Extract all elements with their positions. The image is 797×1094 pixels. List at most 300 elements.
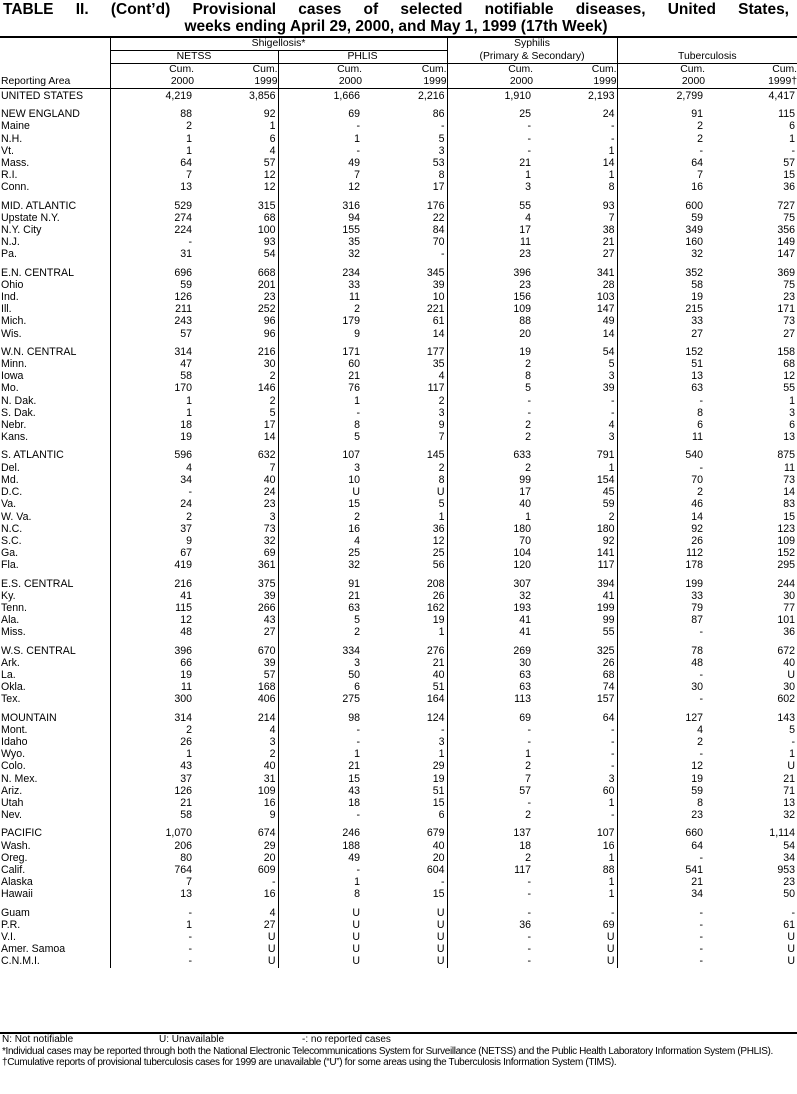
case-count-cell: 21	[110, 797, 194, 809]
case-count-cell: 180	[596, 522, 615, 535]
case-count-cell: 1,910	[447, 89, 533, 103]
case-count-cell: 49	[278, 157, 362, 169]
case-count-cell: 1	[789, 394, 796, 407]
case-count-cell: 215	[617, 303, 705, 315]
case-count-cell: 18	[110, 419, 194, 431]
table-row	[0, 693, 797, 705]
case-count-cell: 160	[617, 236, 705, 248]
case-count-cell: 123	[777, 522, 796, 535]
table-body	[0, 89, 797, 968]
case-count-cell: -	[110, 943, 194, 955]
table-row	[0, 291, 797, 303]
case-count-cell: 34	[617, 888, 705, 900]
reporting-area-cell: N.H.	[1, 132, 23, 145]
table-row	[0, 852, 797, 864]
case-count-cell: 314	[110, 346, 194, 358]
case-count-cell: -	[611, 735, 615, 748]
reporting-area-cell: Ohio	[1, 278, 24, 291]
case-count-cell: 2	[447, 431, 533, 443]
table-row	[0, 736, 797, 748]
case-count-cell: 596	[110, 449, 194, 461]
case-count-cell: 3	[789, 406, 796, 419]
netss-header: NETSS	[110, 51, 278, 64]
case-count-cell: 8	[617, 407, 705, 419]
case-count-cell: 1	[608, 169, 615, 182]
case-count-cell: 78	[617, 645, 705, 657]
case-count-cell: 679	[426, 827, 445, 840]
case-count-cell: 35	[432, 358, 445, 371]
case-count-cell: 21	[278, 590, 362, 602]
reporting-area-cell: S. Dak.	[1, 406, 36, 419]
reporting-area-cell: W.N. CENTRAL	[1, 345, 77, 358]
case-count-cell: 171	[278, 346, 362, 358]
case-count-cell: 199	[617, 578, 705, 590]
case-count-cell: U	[787, 760, 796, 773]
reporting-area-cell: Del.	[1, 461, 20, 474]
case-count-cell: 2	[110, 511, 194, 523]
case-count-cell: 27	[263, 918, 276, 931]
case-count-cell: 9	[269, 809, 276, 822]
case-count-cell: 34	[783, 851, 796, 864]
case-count-cell: 16	[617, 181, 705, 193]
case-count-cell: 30	[783, 681, 796, 694]
reporting-area-cell: Mich.	[1, 315, 27, 328]
col-year: 2000	[617, 76, 705, 89]
case-count-cell: 2	[617, 486, 705, 498]
case-count-cell: U	[436, 931, 445, 943]
case-count-cell: 12	[263, 169, 276, 182]
case-count-cell: 1	[278, 395, 362, 407]
case-count-cell: 11	[784, 461, 796, 474]
case-count-cell: 20	[432, 851, 445, 864]
case-count-cell: 19	[447, 346, 533, 358]
case-count-cell: 26	[432, 589, 445, 602]
table-row	[0, 907, 797, 919]
case-count-cell: 244	[777, 577, 796, 590]
case-count-cell: 3	[269, 735, 276, 748]
case-count-cell: 30	[447, 657, 533, 669]
case-count-cell: 56	[432, 559, 445, 572]
case-count-cell: 1	[447, 511, 533, 523]
case-count-cell: 334	[278, 645, 362, 657]
case-count-cell: 314	[110, 712, 194, 724]
case-count-cell: 11	[110, 681, 194, 693]
reporting-area-cell: Ky.	[1, 589, 16, 602]
table-row	[0, 840, 797, 852]
case-count-cell: -	[447, 888, 533, 900]
case-count-cell: 7	[110, 876, 194, 888]
case-count-cell: 41	[602, 589, 615, 602]
case-count-cell: 2	[447, 419, 533, 431]
case-count-cell: 11	[278, 291, 362, 303]
case-count-cell: 40	[263, 760, 276, 773]
case-count-cell: 25	[432, 547, 445, 560]
reporting-area-cell: V.I.	[1, 931, 16, 943]
case-count-cell: U	[436, 943, 445, 956]
case-count-cell: 27	[617, 328, 705, 340]
case-count-cell: 31	[263, 772, 276, 785]
legend-no-cases: -: no reported cases	[302, 1034, 391, 1045]
case-count-cell: 600	[617, 200, 705, 212]
reporting-area-cell: Wis.	[1, 327, 22, 340]
case-count-cell: 33	[617, 590, 705, 602]
case-count-cell: 3	[438, 406, 445, 419]
case-count-cell: 17	[447, 486, 533, 498]
case-count-cell: 221	[426, 303, 445, 316]
case-count-cell: 14	[602, 327, 615, 340]
case-count-cell: 120	[447, 559, 533, 571]
case-count-cell: 32	[617, 248, 705, 260]
case-count-cell: 275	[278, 693, 362, 705]
table-row	[0, 681, 797, 693]
case-count-cell: 147	[777, 248, 796, 261]
case-count-cell: 4	[278, 535, 362, 547]
case-count-cell: 4	[269, 723, 276, 736]
table-row	[0, 133, 797, 145]
case-count-cell: 68	[263, 211, 276, 224]
col-cum: Cum.	[617, 64, 705, 77]
case-count-cell: 21	[783, 772, 796, 785]
case-count-cell: 17	[432, 181, 445, 194]
case-count-cell: -	[611, 120, 615, 133]
case-count-cell: 164	[426, 693, 445, 706]
case-count-cell: 30	[617, 681, 705, 693]
case-count-cell: -	[617, 943, 705, 955]
case-count-cell: 17	[447, 224, 533, 236]
reporting-area-cell: W.S. CENTRAL	[1, 644, 76, 657]
case-count-cell: 38	[602, 224, 615, 237]
case-count-cell: 1	[278, 748, 362, 760]
case-count-cell: 98	[278, 712, 362, 724]
case-count-cell: 59	[602, 498, 615, 511]
case-count-cell: -	[441, 876, 445, 889]
col-year: 1999	[194, 76, 278, 89]
case-count-cell: 23	[263, 291, 276, 304]
table-row	[0, 797, 797, 809]
reporting-area-cell: Wyo.	[1, 748, 26, 761]
reporting-area-cell: Kans.	[1, 431, 29, 444]
case-count-cell: -	[617, 852, 705, 864]
reporting-area-cell: Maine	[1, 120, 30, 133]
case-count-cell: 1	[110, 919, 194, 931]
case-count-cell: 13	[783, 796, 796, 809]
legend-row	[0, 1034, 797, 1046]
case-count-cell: -	[278, 724, 362, 736]
reporting-area-cell: Okla.	[1, 681, 26, 694]
case-count-cell: 84	[432, 224, 445, 237]
case-count-cell: -	[278, 736, 362, 748]
reporting-area-cell: Guam	[1, 906, 30, 919]
case-count-cell: 63	[617, 382, 705, 394]
col-year: 1999	[533, 76, 617, 89]
table-row	[0, 724, 797, 736]
region-row	[0, 89, 797, 103]
table-row	[0, 626, 797, 638]
case-count-cell: 2,799	[617, 89, 705, 103]
reporting-area-cell: Ala.	[1, 614, 20, 627]
case-count-cell: 178	[617, 559, 705, 571]
case-count-cell: -	[447, 120, 533, 132]
case-count-cell: 3,856	[248, 90, 276, 102]
case-count-cell: 6	[269, 132, 276, 145]
table-title	[3, 1, 789, 35]
case-count-cell: 60	[278, 358, 362, 370]
case-count-cell: 201	[257, 278, 276, 291]
case-count-cell: 57	[263, 668, 276, 681]
case-count-cell: 252	[257, 303, 276, 316]
case-count-cell: 1	[608, 461, 615, 474]
case-count-cell: 92	[617, 523, 705, 535]
case-count-cell: 13	[110, 888, 194, 900]
case-count-cell: 40	[447, 498, 533, 510]
reporting-area-cell: Oreg.	[1, 851, 28, 864]
case-count-cell: 16	[263, 796, 276, 809]
case-count-cell: 91	[617, 108, 705, 120]
col-year: 1999	[362, 76, 447, 89]
case-count-cell: 602	[777, 693, 796, 706]
case-count-cell: 224	[110, 224, 194, 236]
table-row	[0, 876, 797, 888]
table-row	[0, 419, 797, 431]
case-count-cell: 3	[438, 735, 445, 748]
case-count-cell: 4	[269, 906, 276, 919]
case-count-cell: 4	[617, 724, 705, 736]
case-count-cell: 23	[617, 809, 705, 821]
table-row	[0, 157, 797, 169]
case-count-cell: 1	[447, 169, 533, 181]
case-count-cell: 48	[110, 626, 194, 638]
case-count-cell: 117	[427, 382, 445, 395]
case-count-cell: 152	[617, 346, 705, 358]
case-count-cell: 53	[432, 157, 445, 170]
table-row	[0, 395, 797, 407]
table-row	[0, 120, 797, 132]
reporting-area-cell: Tenn.	[1, 601, 27, 614]
case-count-cell: 315	[257, 199, 276, 212]
case-count-cell: 2	[278, 626, 362, 638]
case-count-cell: 28	[602, 278, 615, 291]
case-count-cell: 1	[438, 510, 445, 523]
case-count-cell: -	[278, 809, 362, 821]
case-count-cell: 2	[278, 511, 362, 523]
case-count-cell: 64	[617, 157, 705, 169]
table-row	[0, 382, 797, 394]
case-count-cell: -	[617, 907, 705, 919]
case-count-cell: 11	[617, 431, 705, 443]
case-count-cell: 8	[447, 370, 533, 382]
case-count-cell: 57	[447, 785, 533, 797]
case-count-cell: 199	[596, 601, 615, 614]
case-count-cell: -	[617, 931, 705, 943]
case-count-cell: 276	[426, 644, 445, 657]
case-count-cell: 21	[278, 760, 362, 772]
case-count-cell: -	[617, 669, 705, 681]
case-count-cell: 7	[447, 773, 533, 785]
table-row	[0, 773, 797, 785]
case-count-cell: 3	[438, 144, 445, 157]
case-count-cell: 145	[426, 449, 445, 462]
case-count-cell: 875	[777, 449, 796, 462]
case-count-cell: 3	[608, 370, 615, 383]
disease-table	[0, 36, 797, 968]
table-row	[0, 303, 797, 315]
case-count-cell: 39	[263, 589, 276, 602]
case-count-cell: -	[791, 906, 796, 919]
case-count-cell: 396	[110, 645, 194, 657]
case-count-cell: 540	[617, 449, 705, 461]
case-count-cell: 23	[263, 498, 276, 511]
reporting-area-cell: Va.	[1, 498, 17, 511]
case-count-cell: 5	[789, 723, 796, 736]
case-count-cell: 58	[110, 809, 194, 821]
case-count-cell: 5	[269, 406, 276, 419]
table-row	[0, 248, 797, 260]
reporting-area-cell: Conn.	[1, 181, 30, 194]
col-cum: Cum.	[278, 64, 362, 77]
table-row	[0, 431, 797, 443]
case-count-cell: 352	[617, 267, 705, 279]
case-count-cell: 14	[783, 486, 796, 499]
table-row	[0, 614, 797, 626]
case-count-cell: 126	[110, 291, 194, 303]
case-count-cell: 93	[602, 199, 615, 212]
case-count-cell: 60	[602, 784, 615, 797]
case-count-cell: 791	[596, 449, 615, 462]
reporting-area-cell: N.J.	[1, 236, 20, 249]
case-count-cell: U	[278, 943, 362, 955]
case-count-cell: 47	[110, 358, 194, 370]
case-count-cell: U	[436, 906, 445, 919]
case-count-cell: -	[110, 931, 194, 943]
case-count-cell: 274	[110, 212, 194, 224]
case-count-cell: 147	[596, 303, 615, 316]
case-count-cell: U	[787, 943, 796, 956]
case-count-cell: 1	[789, 748, 796, 761]
case-count-cell: 146	[257, 382, 276, 395]
case-count-cell: -	[447, 955, 533, 967]
case-count-cell: 2	[438, 461, 445, 474]
case-count-cell: 96	[263, 327, 276, 340]
table-row	[0, 760, 797, 772]
case-count-cell: 88	[602, 863, 615, 876]
case-count-cell: 4	[608, 419, 615, 432]
case-count-cell: 69	[447, 712, 533, 724]
case-count-cell: -	[617, 919, 705, 931]
table-row	[0, 590, 797, 602]
case-count-cell: 157	[596, 693, 615, 706]
legend-unavailable: U: Unavailable	[159, 1034, 225, 1045]
table-row	[0, 407, 797, 419]
case-count-cell: 6	[789, 120, 796, 133]
case-count-cell: 1	[278, 133, 362, 145]
case-count-cell: 1	[608, 796, 615, 809]
table-row	[0, 943, 797, 955]
case-count-cell: U	[267, 955, 276, 968]
table-row	[0, 370, 797, 382]
case-count-cell: 316	[278, 200, 362, 212]
region-row	[0, 108, 797, 120]
reporting-area-cell: MID. ATLANTIC	[1, 199, 77, 212]
case-count-cell: 2	[617, 133, 705, 145]
case-count-cell: 633	[447, 449, 533, 461]
tb-header-spacer	[617, 37, 797, 51]
table-row	[0, 602, 797, 614]
case-count-cell: -	[791, 735, 796, 748]
col-cum: Cum.	[252, 64, 278, 75]
case-count-cell: 18	[278, 797, 362, 809]
case-count-cell: 39	[263, 656, 276, 669]
case-count-cell: -	[611, 132, 615, 145]
case-count-cell: -	[110, 955, 194, 967]
reporting-area-cell: C.N.M.I.	[1, 955, 40, 968]
col-cum: Cum.	[447, 64, 533, 77]
case-count-cell: 21	[602, 236, 615, 249]
case-count-cell: 16	[263, 888, 276, 901]
reporting-area-cell: E.S. CENTRAL	[1, 577, 74, 590]
case-count-cell: 14	[432, 327, 445, 340]
case-count-cell: 71	[783, 784, 796, 797]
case-count-cell: 8	[278, 419, 362, 431]
reporting-area-cell: Ga.	[1, 547, 19, 560]
case-count-cell: 99	[602, 614, 615, 627]
case-count-cell: 24	[110, 498, 194, 510]
table-row	[0, 748, 797, 760]
case-count-cell: 33	[617, 315, 705, 327]
case-count-cell: 64	[602, 711, 615, 724]
case-count-cell: 7	[278, 169, 362, 181]
reporting-area-cell: Calif.	[1, 863, 26, 876]
case-count-cell: -	[447, 736, 533, 748]
case-count-cell: 162	[426, 601, 445, 614]
case-count-cell: -	[617, 748, 705, 760]
case-count-cell: 70	[617, 474, 705, 486]
reporting-area-cell: Pa.	[1, 248, 17, 261]
case-count-cell: 43	[278, 785, 362, 797]
case-count-cell: 25	[447, 108, 533, 120]
case-count-cell: 206	[110, 840, 194, 852]
table-row	[0, 888, 797, 900]
reporting-area-cell: P.R.	[1, 918, 21, 931]
case-count-cell: 80	[110, 852, 194, 864]
reporting-area-cell: Nev.	[1, 809, 22, 822]
case-count-cell: 8	[608, 181, 615, 194]
case-count-cell: 4,219	[110, 89, 194, 103]
case-count-cell: 176	[426, 199, 445, 212]
case-count-cell: 16	[602, 839, 615, 852]
reporting-area-cell: N.Y. City	[1, 224, 42, 237]
case-count-cell: 34	[110, 474, 194, 486]
case-count-cell: 21	[432, 656, 445, 669]
case-count-cell: 211	[110, 303, 194, 315]
case-count-cell: 307	[447, 578, 533, 590]
reporting-area-cell: W. Va.	[1, 510, 32, 523]
case-count-cell: 70	[447, 535, 533, 547]
reporting-area-cell: Upstate N.Y.	[1, 211, 60, 224]
case-count-cell: 87	[617, 614, 705, 626]
case-count-cell: 15	[432, 796, 445, 809]
case-count-cell: 369	[777, 266, 796, 279]
case-count-cell: 609	[257, 863, 276, 876]
case-count-cell: 36	[432, 522, 445, 535]
case-count-cell: 141	[596, 547, 615, 560]
table-row	[0, 535, 797, 547]
col-year: 1999†	[705, 76, 797, 89]
case-count-cell: 7	[438, 431, 445, 444]
case-count-cell: 115	[778, 108, 796, 121]
case-count-cell: 32	[278, 559, 362, 571]
case-count-cell: 55	[783, 382, 796, 395]
case-count-cell: 115	[110, 602, 194, 614]
